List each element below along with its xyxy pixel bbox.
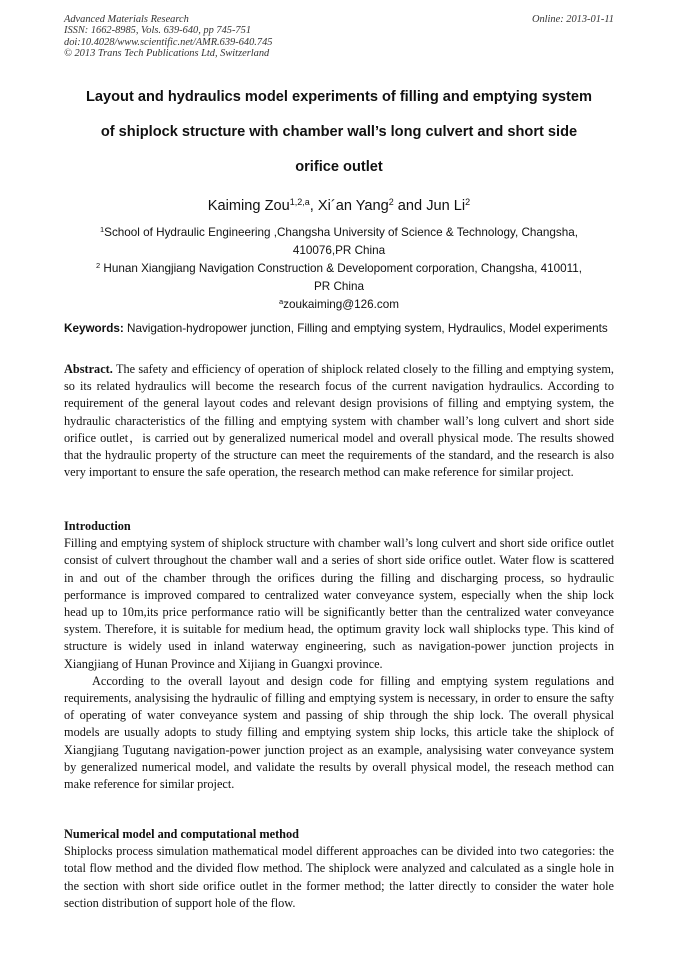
author-2-affiliation-mark: 2	[388, 197, 394, 208]
introduction-paragraph-2: According to the overall layout and design code for filling and emptying system regulations and requirements, analysising the hydraulic of filling and emptying system is necessary, in order to ensure the safty of operating of water conveyance system and passing of ship through the ship lock. The overall physical models are usually adopts to study filling and emptying system ship locks, this article take the shiplock of Xiangjiang Tugutang navigation-power junction project as an example, analysising water conveyance system by generalized numerical model, and validate the results by overall physical model, the reseach method can make reference for similar project.	[64, 673, 614, 792]
affiliation-1-line-1	[40, 224, 638, 242]
abstract-text: The safety and efficiency of operation of shiplock related closely to the filling and emptying system, so its related hydraulics will become the research focus of the current navigation hydraulics. According to requirement of the general layout codes and relevant design provisions of filling and emptying system, the hydraulic characteristics of the filling and emptying system with chamber wall’s long culvert and short side orifice outlet，is carried out by generalized numerical model and overall physical mode. The results showed that the hydraulic property of the structure can meet the requirements of the standard, and the research is also very important to ensure the safe operation, the research method can make reference for similar project.	[64, 362, 614, 480]
journal-header	[64, 14, 272, 59]
author-list	[40, 196, 638, 216]
author-1-affiliation-mark: 1,2,a	[289, 197, 310, 208]
author-separator-2: and	[393, 198, 427, 214]
introduction-heading: Introduction	[64, 519, 131, 533]
abstract-label: Abstract.	[64, 362, 113, 376]
affiliation-1-line-2: 410076,PR China	[292, 244, 386, 257]
affiliations	[40, 224, 638, 314]
author-separator-1: ,	[309, 198, 318, 214]
introduction-paragraph-1: Filling and emptying system of shiplock structure with chamber wall’s long culvert and short side orifice outlet consist of culvert throughout the chamber wall and a series of short side orifice outlet. Water flow is scattered in and out of the chamber through the orifices during the filling and discharging process, so hydraulic performance is improved compared to centralized water conveyance system, especially when the ship lock head up to 10m,its price performance ratio will be significantly better than the centralized water conveyance system. Therefore, it is suitable for medium head, the optimum gravity lock wall shiplocks type. This kind of structure is widely used in inland waterway engineering, such as navigation-power junction projects in Xiangjiang of Hunan Province and Xijiang in Guangxi province.	[64, 536, 614, 671]
title-line-2: of shiplock structure with chamber wall’s long culvert and short side	[100, 124, 578, 140]
author-email-line	[40, 296, 638, 314]
affiliation-2-mark: 2	[95, 260, 101, 270]
copyright-line: © 2013 Trans Tech Publications Ltd, Switzerland	[64, 47, 270, 59]
author-2-name: Xi´an Yang	[317, 198, 389, 214]
journal-name: Advanced Materials Research	[64, 14, 189, 25]
doi-line: doi:10.4028/www.scientific.net/AMR.639-640.745	[64, 36, 273, 48]
numerical-model-heading: Numerical model and computational method	[64, 827, 300, 841]
title-line-1: Layout and hydraulics model experiments of filling and emptying system	[85, 89, 593, 105]
keywords	[64, 320, 614, 337]
keywords-label: Keywords:	[64, 322, 124, 335]
abstract	[64, 361, 614, 481]
email-mark: a	[279, 296, 284, 306]
title-line-3: orifice outlet	[295, 159, 383, 175]
affiliation-1-mark: 1	[99, 224, 105, 234]
author-3-name: Jun Li	[426, 198, 466, 214]
author-email[interactable]: zoukaiming@126.com	[283, 298, 399, 311]
paper-title	[40, 88, 638, 193]
numerical-model-paragraph-1: Shiplocks process simulation mathematical model different approaches can be divided into two categories: the total flow method and the divided flow method. The shiplock were analyzed and calculated as a single hole in the section with short side orifice outlet in the former method; the latter directly to consider the water hole section distribution of support hole of the flow.	[64, 844, 614, 910]
author-1-name: Kaiming Zou	[207, 198, 290, 214]
author-3-affiliation-mark: 2	[465, 197, 471, 208]
numerical-model-section	[64, 826, 614, 912]
introduction-section	[64, 518, 614, 793]
issn-line: ISSN: 1662-8985, Vols. 639-640, pp 745-751	[64, 25, 252, 37]
online-date: Online: 2013-01-11	[531, 14, 614, 25]
abstract-paragraph	[64, 361, 614, 481]
affiliation-1-text: School of Hydraulic Engineering ,Changsha University of Science & Technology, Changsha,	[104, 226, 578, 239]
affiliation-2-line-1	[40, 260, 638, 278]
affiliation-2-text: Hunan Xiangjiang Navigation Construction & Developoment corporation, Changsha, 410011,	[100, 262, 583, 275]
affiliation-2-line-2: PR China	[313, 280, 365, 293]
keywords-text: Navigation-hydropower junction, Filling and emptying system, Hydraulics, Model experiments	[123, 322, 608, 335]
